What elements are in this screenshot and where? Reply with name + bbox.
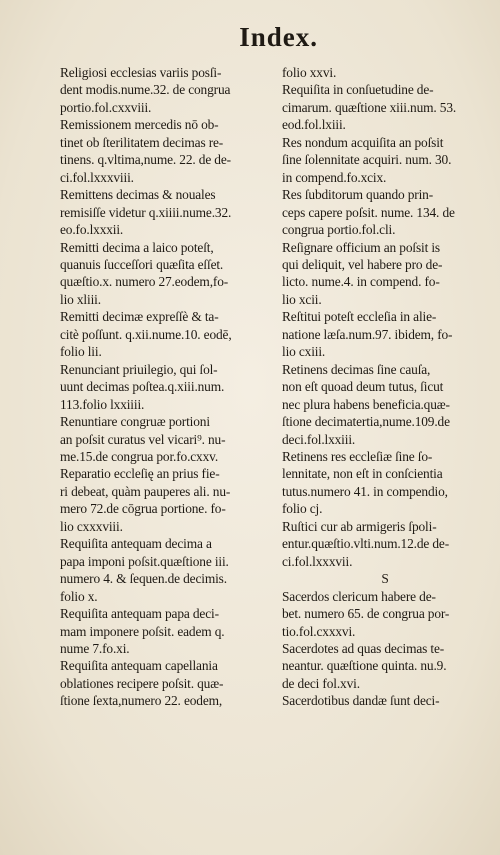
index-line: Remittens decimas & nouales <box>60 187 216 203</box>
index-line: tio.fol.cxxxvi. <box>282 623 356 639</box>
index-line: natione læſa.num.97. ibidem, fo- <box>282 326 453 342</box>
index-line: in compend.fo.xcix. <box>282 169 387 185</box>
index-line: Retinens decimas ſine cauſa, <box>282 361 431 377</box>
index-line: Remitti decimæ expreſſè & ta- <box>60 309 219 325</box>
index-line: ſine ſolennitate acquiri. num. 30. <box>282 152 452 168</box>
index-line: numero 4. & ſequen.de decimis. <box>60 571 227 587</box>
index-line: lio cxxxviii. <box>60 518 123 534</box>
index-line: quanuis ſucceſſori quæſita eſſet. <box>60 256 224 272</box>
index-line: Sacerdos clericum habere de- <box>282 588 436 604</box>
index-line: qui deliquit, vel habere pro de- <box>282 256 443 272</box>
index-line: Requiſita antequam capellania <box>60 658 218 674</box>
index-line: Remitti decima a laico poteſt, <box>60 239 214 255</box>
index-line: oblationes recipere poſsit. quæ- <box>60 675 224 691</box>
index-line: portio.fol.cxxviii. <box>60 99 152 115</box>
index-line: Religiosi ecclesias variis posſi- <box>60 65 222 80</box>
index-line: folio lii. <box>60 344 102 360</box>
index-line: papa imponi poſsit.quæſtione iii. <box>60 553 229 569</box>
index-line: citè poſſunt. q.xii.nume.10. eodē, <box>60 326 232 342</box>
index-line: Requiſita antequam decima a <box>60 536 212 552</box>
index-line: Renunciant priuilegio, qui ſol- <box>60 361 218 377</box>
index-line: tinet ob ſterilitatem decimas re- <box>60 134 224 150</box>
index-line: uunt decimas poſtea.q.xiii.num. <box>60 379 225 395</box>
index-line: quæſtio.x. numero 27.eodem,fo- <box>60 274 229 290</box>
index-line: Requiſita in conſuetudine de- <box>282 82 434 98</box>
index-line: Requiſita antequam papa deci- <box>60 606 219 622</box>
index-column-left <box>60 64 268 710</box>
index-line: ceps capere poſsit. nume. 134. de <box>282 204 455 220</box>
index-line: tutus.numero 41. in compendio, <box>282 483 448 499</box>
index-line: Res ſubditorum quando prin- <box>282 187 434 203</box>
index-line: ſtione decimatertia,nume.109.de <box>282 414 450 430</box>
index-line: ci.fol.lxxxvii. <box>282 553 353 569</box>
index-line: Sacerdotibus dandæ ſunt deci- <box>282 693 440 709</box>
index-line: ſtione ſexta,numero 22. eodem, <box>60 693 223 709</box>
index-line: deci.fol.lxxiii. <box>282 431 356 447</box>
index-line: Retinens res eccleſiæ ſine ſo- <box>282 448 433 464</box>
index-line: de deci fol.xvi. <box>282 675 360 691</box>
index-line: non eſt quoad deum tutus, ſicut <box>282 379 444 395</box>
index-line: Sacerdotes ad quas decimas te- <box>282 640 445 656</box>
index-line: 113.folio lxxiiii. <box>60 396 145 412</box>
index-line: congrua portio.fol.cli. <box>282 222 396 238</box>
running-header <box>0 22 500 53</box>
index-line: Renuntiare congruæ portioni <box>60 414 210 430</box>
index-line: Res nondum acquiſita an poſsit <box>282 134 444 150</box>
index-column-right <box>282 64 488 710</box>
index-line: lio cxiii. <box>282 344 326 360</box>
index-line: Remissionem mercedis nō ob- <box>60 117 219 133</box>
index-line: Reſignare officium an poſsit is <box>282 239 440 255</box>
index-line: Ruſtici cur ab armigeris ſpoli- <box>282 518 437 534</box>
index-line: lennitate, non eſt in conſcientia <box>282 466 443 482</box>
index-line: folio cj. <box>282 501 323 517</box>
index-line: Reparatio eccleſię an prius fie- <box>60 466 220 482</box>
index-line: lio xliii. <box>60 291 101 307</box>
page-title: Index. <box>239 22 318 52</box>
index-line: ri debeat, quàm pauperes ali. nu- <box>60 483 231 499</box>
index-line: lio xcii. <box>282 291 322 307</box>
index-line: neantur. quæſtione quinta. nu.9. <box>282 658 447 674</box>
index-line: entur.quæſtio.vlti.num.12.de de- <box>282 536 450 552</box>
index-line: mam imponere poſsit. eadem q. <box>60 623 225 639</box>
index-line: an poſsit curatus vel vicari⁹. nu- <box>60 431 226 447</box>
index-line: dent modis.nume.32. de congrua <box>60 82 231 98</box>
index-line: nume 7.fo.xi. <box>60 640 130 656</box>
index-line: eo.fo.lxxxii. <box>60 222 124 238</box>
index-line: bet. numero 65. de congrua por- <box>282 606 450 622</box>
index-line: folio x. <box>60 588 98 604</box>
section-letter: S <box>381 571 389 587</box>
index-line: tinens. q.vltima,nume. 22. de de- <box>60 152 231 168</box>
index-line: cimarum. quæſtione xiii.num. 53. <box>282 99 457 115</box>
index-line: Reſtitui poteſt eccleſia in alie- <box>282 309 437 325</box>
index-line: licto. nume.4. in compend. fo- <box>282 274 440 290</box>
index-line: me.15.de congrua por.fo.cxxv. <box>60 448 219 464</box>
index-line: remisiſſe videtur q.xiiii.nume.32. <box>60 204 232 220</box>
index-line: folio xxvi. <box>282 65 337 80</box>
index-line: ci.fol.lxxxviii. <box>60 169 134 185</box>
index-line: mero 72.de cōgrua portione. fo- <box>60 501 226 517</box>
index-line: nec plura habens beneficia.quæ- <box>282 396 450 412</box>
index-line: eod.fol.lxiii. <box>282 117 346 133</box>
